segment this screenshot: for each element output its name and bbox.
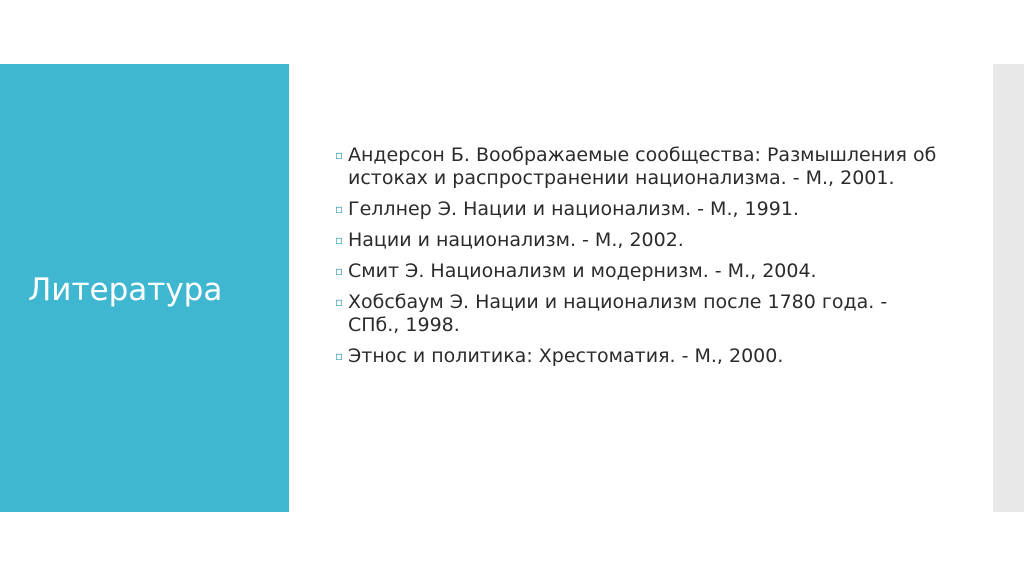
list-item [335, 260, 975, 283]
list-item [335, 144, 975, 190]
list-item-text: Нации и национализм. - М., 2002. [348, 229, 684, 251]
bullet-icon: ▫ [335, 264, 344, 278]
list-item-text: Хобсбаум Э. Нации и национализм после 1780 года. - СПб., 1998. [348, 291, 888, 336]
bullet-icon: ▫ [335, 349, 344, 363]
slide-title: Литература [28, 272, 223, 308]
bibliography-content [335, 144, 975, 376]
list-item-text: Геллнер Э. Нации и национализм. - М., 1991. [348, 198, 799, 220]
list-item-text: Андерсон Б. Воображаемые сообщества: Размышления об истоках и распространении национализма. - М., 2001. [348, 144, 937, 189]
right-side-strip [993, 64, 1024, 512]
list-item [335, 291, 975, 337]
list-item [335, 229, 975, 252]
bullet-icon: ▫ [335, 295, 344, 309]
bullet-icon: ▫ [335, 233, 344, 247]
bibliography-list [335, 144, 975, 368]
list-item [335, 198, 975, 221]
list-item-text: Смит Э. Национализм и модернизм. - М., 2004. [348, 260, 817, 282]
bullet-icon: ▫ [335, 202, 344, 216]
list-item-text: Этнос и политика: Хрестоматия. - М., 2000. [348, 345, 784, 367]
list-item [335, 345, 975, 368]
bullet-icon: ▫ [335, 148, 344, 162]
